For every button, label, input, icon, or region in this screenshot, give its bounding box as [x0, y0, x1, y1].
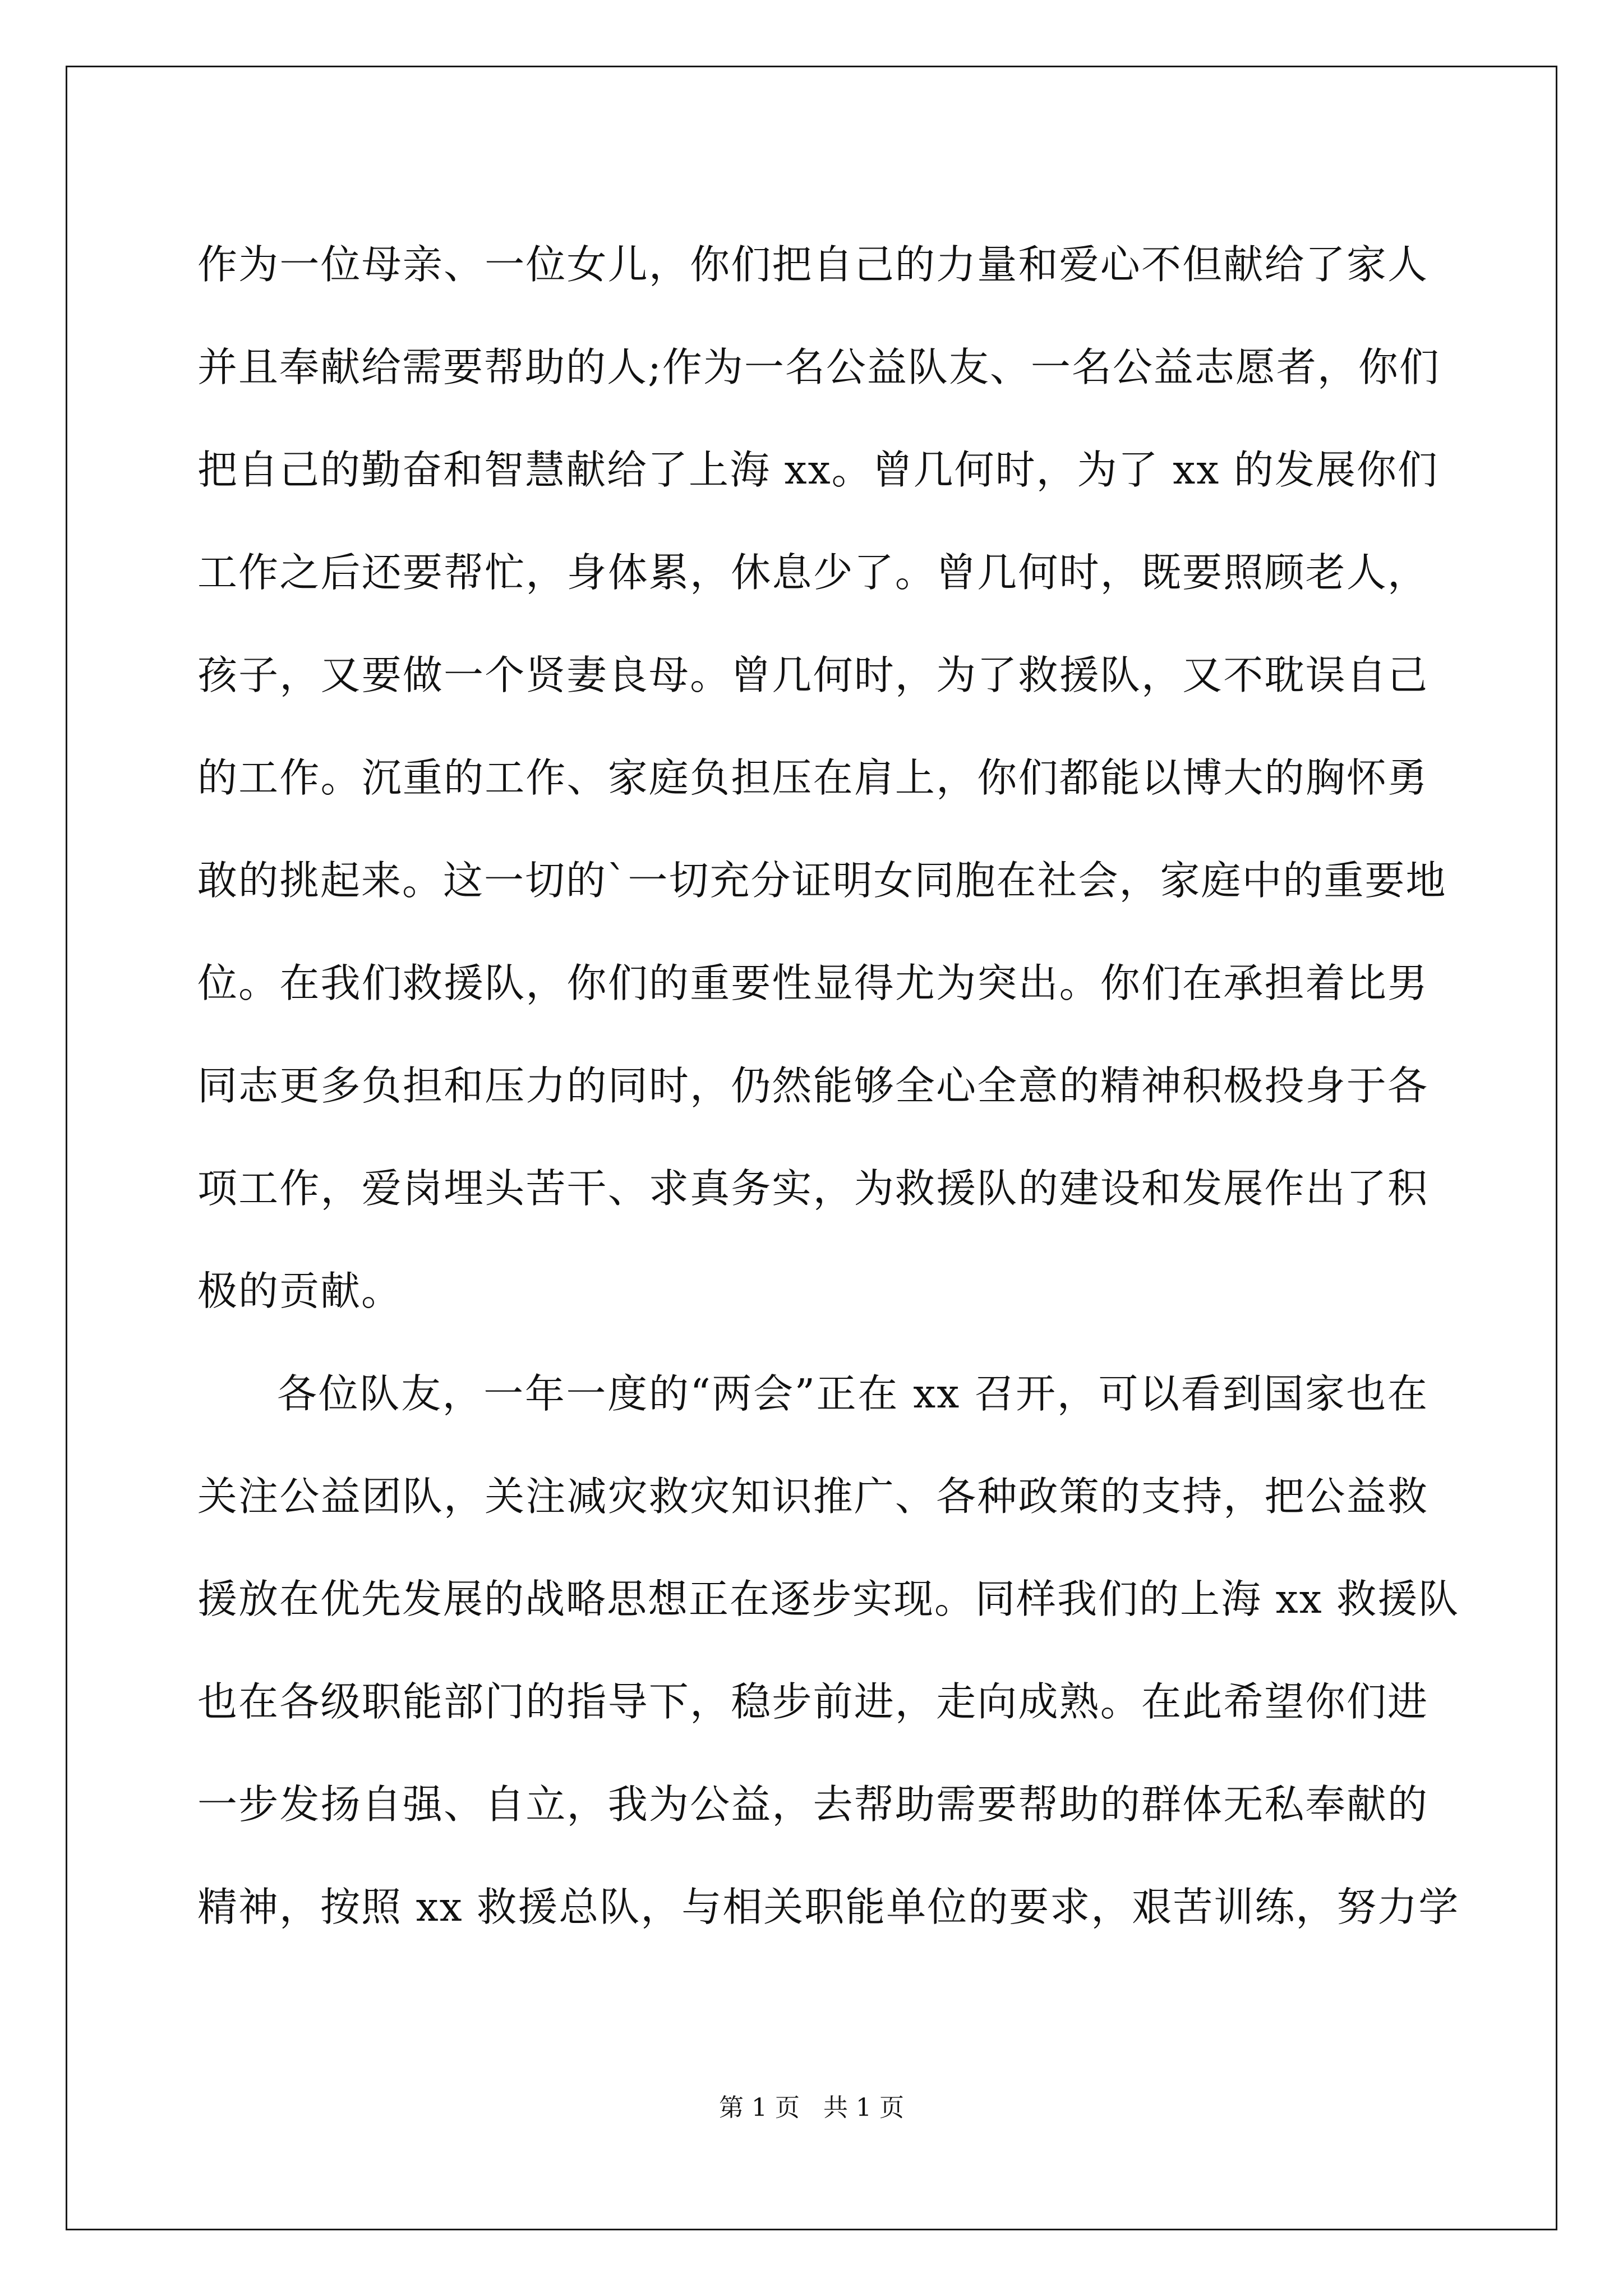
- text-line: 把自己的勤奋和智慧献给了上海 xx。曾几何时，为了 xx 的发展你们: [197, 447, 1438, 493]
- text-line: 援放在优先发展的战略思想正在逐步实现。同样我们的上海 xx 救援队: [197, 1576, 1460, 1622]
- text-line: 孩子，又要做一个贤妻良母。曾几何时，为了救援队，又不耽误自己: [197, 652, 1428, 698]
- text-line: 并且奉献给需要帮助的人;作为一名公益队友、一名公益志愿者，你们: [197, 344, 1440, 390]
- document-body: [197, 213, 1460, 1958]
- paragraph-first-line: 各位队友，一年一度的“两会”正在 xx 召开，可以看到国家也在: [277, 1370, 1428, 1417]
- page-footer: [0, 2091, 1623, 2125]
- text-line: 也在各级职能部门的指导下，稳步前进，走向成熟。在此希望你们进: [197, 1678, 1428, 1725]
- text-line: 位。在我们救援队，你们的重要性显得尤为突出。你们在承担着比男: [197, 960, 1428, 1006]
- text-line: 同志更多负担和压力的同时，仍然能够全心全意的精神积极投身于各: [197, 1062, 1428, 1109]
- text-line: 关注公益团队，关注减灾救灾知识推广、各种政策的支持，把公益救: [197, 1473, 1428, 1520]
- text-line: 项工作，爱岗埋头苦干、求真务实，为救援队的建设和发展作出了积: [197, 1165, 1428, 1212]
- text-line: 敢的挑起来。这一切的`一切充分证明女同胞在社会，家庭中的重要地: [197, 857, 1447, 904]
- text-line: 精神，按照 xx 救援总队，与相关职能单位的要求，艰苦训练，努力学: [197, 1884, 1460, 1930]
- text-line: 工作之后还要帮忙，身体累，休息少了。曾几何时，既要照顾老人，: [197, 549, 1428, 596]
- text-line: 作为一位母亲、一位女儿，你们把自己的力量和爱心不但献给了家人: [197, 241, 1428, 288]
- text-line: 极的贡献。: [197, 1268, 403, 1314]
- page-number: 第 1 页 共 1 页: [719, 2093, 904, 2122]
- text-line: 一步发扬自强、自立，我为公益，去帮助需要帮助的群体无私奉献的: [197, 1781, 1428, 1828]
- text-line: 的工作。沉重的工作、家庭负担压在肩上，你们都能以博大的胸怀勇: [197, 754, 1428, 801]
